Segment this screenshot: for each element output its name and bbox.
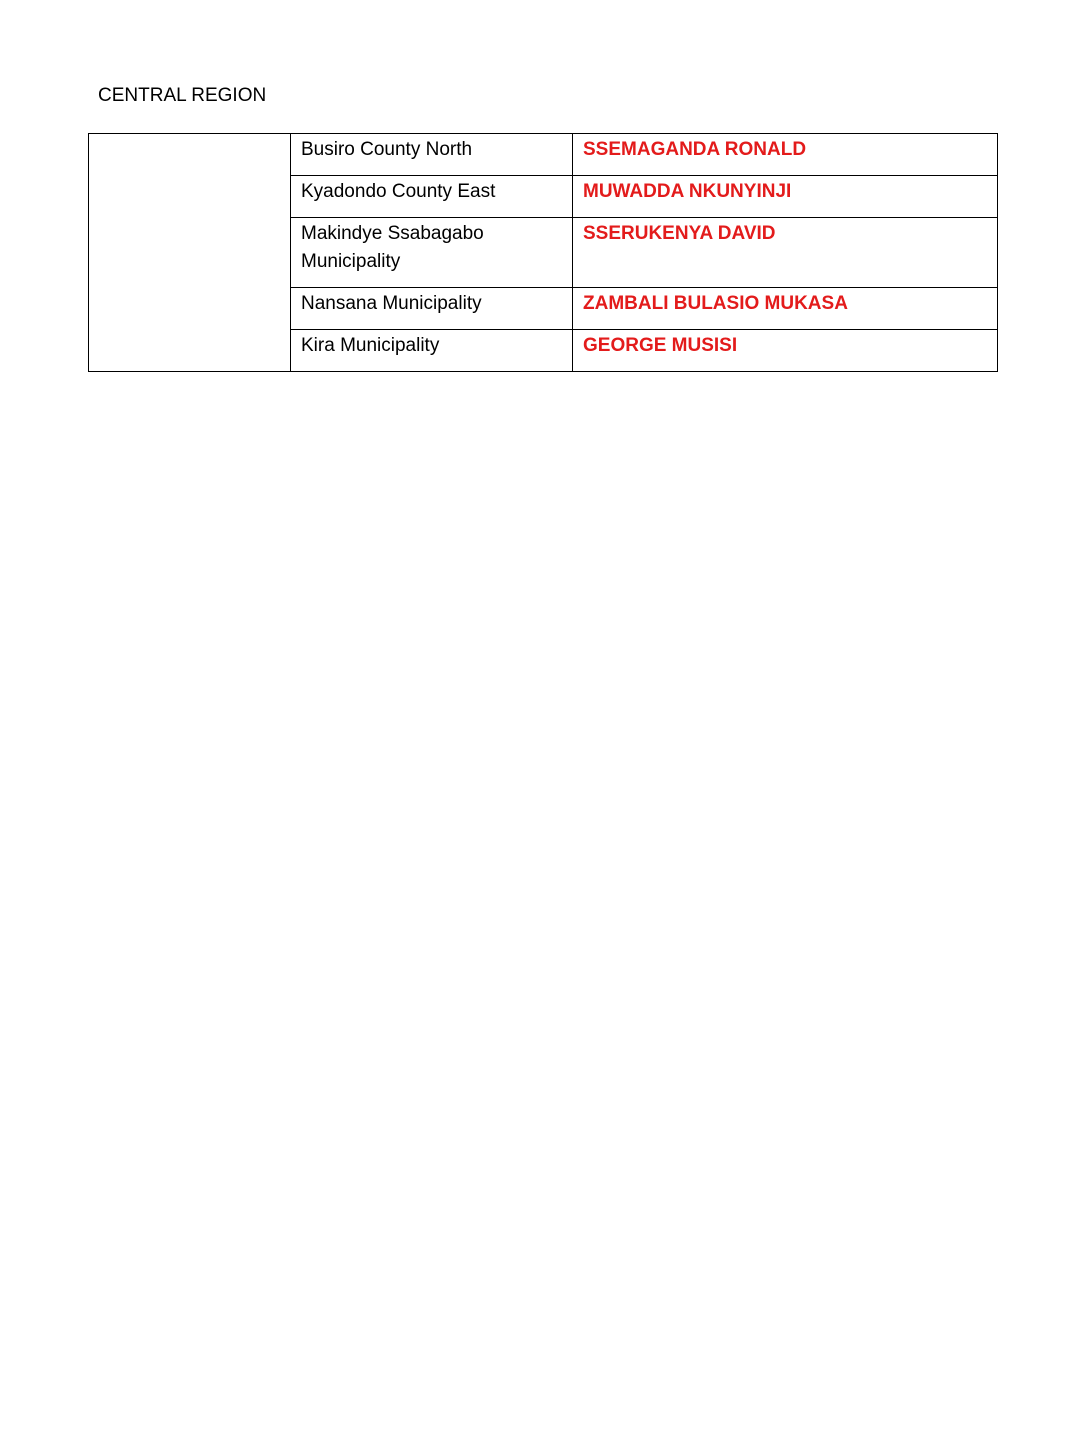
constituency-cell: Kyadondo County East: [291, 176, 573, 218]
region-heading: CENTRAL REGION: [98, 85, 267, 106]
constituency-cell: Kira Municipality: [291, 330, 573, 372]
results-table-body: [89, 134, 998, 372]
candidate-cell: MUWADDA NKUNYINJI: [573, 176, 998, 218]
constituency-cell: Makindye Ssabagabo Municipality: [291, 218, 573, 288]
table-row: [89, 134, 998, 176]
candidate-cell: SSERUKENYA DAVID: [573, 218, 998, 288]
candidate-cell: SSEMAGANDA RONALD: [573, 134, 998, 176]
district-cell: [89, 134, 291, 372]
constituency-cell: Nansana Municipality: [291, 288, 573, 330]
results-table: [88, 133, 998, 372]
constituency-cell: Busiro County North: [291, 134, 573, 176]
candidate-cell: ZAMBALI BULASIO MUKASA: [573, 288, 998, 330]
candidate-cell: GEORGE MUSISI: [573, 330, 998, 372]
